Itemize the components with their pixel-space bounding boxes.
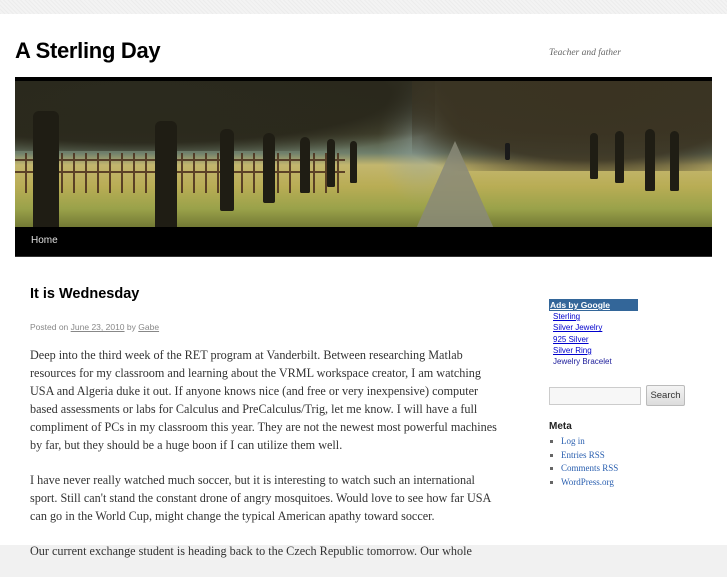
ad-link-jewelry-bracelet[interactable]: Jewelry Bracelet	[553, 357, 612, 367]
by-label: by	[126, 322, 136, 332]
meta-list-item	[549, 462, 618, 476]
banner-walking-person	[505, 143, 510, 160]
bullet-icon	[550, 481, 553, 484]
ad-link-silver-ring[interactable]: Silver Ring	[553, 345, 592, 355]
meta-list-item	[549, 435, 618, 449]
post-paragraph: Deep into the third week of the RET program at Vanderbilt. Between researching Matlab resources for my classroom and learning about the VRML workspace creator, I am watching USA and Algeria duke it out. If anyone knows nice (and free or very inexpensive) computer based assessments or labs for Calculus and PreCalculus/Trig, let me know. I will have a full compliment of PCs in my classroom this year. They are not the newest most powerful machines by far, but they should be a huge boon if I can utilize them well.	[30, 348, 497, 452]
banner-tree	[220, 129, 234, 211]
ad-link-925-silver[interactable]: 925 Silver	[553, 334, 589, 344]
meta-links-list	[549, 435, 618, 489]
banner-tree	[645, 129, 655, 191]
meta-widget-title: Meta	[549, 421, 572, 432]
wordpress-org-link[interactable]: WordPress.org	[561, 476, 614, 487]
banner-tree	[590, 133, 598, 179]
banner-tree	[615, 131, 624, 183]
post-paragraph: I have never really watched much soccer, but it is interesting to watch such an international sport. Still can't stand the constant drone of angry mosquitoes. Would love to see how far USA can go in the World Cup, might change the typical American apathy toward soccer.	[30, 473, 491, 523]
banner-tree	[327, 139, 335, 187]
banner-tree	[263, 133, 275, 203]
login-link[interactable]: Log in	[561, 436, 585, 446]
bullet-icon	[550, 467, 553, 470]
ads-header-link[interactable]: Ads by Google	[549, 299, 638, 311]
banner-tree	[300, 137, 310, 193]
post-paragraph: Our current exchange student is heading back to the Czech Republic tomorrow. Our whole	[30, 544, 472, 558]
meta-list-item	[549, 449, 618, 463]
post-date-link[interactable]: June 23, 2010	[70, 322, 125, 332]
banner-tree	[670, 131, 679, 191]
site-description: Teacher and father	[549, 48, 621, 58]
bullet-icon	[550, 454, 553, 457]
post-author-link[interactable]: Gabe	[138, 322, 160, 332]
posted-on-label: Posted on	[30, 322, 69, 332]
banner-path	[415, 141, 495, 231]
banner-tree	[350, 141, 357, 183]
search-button[interactable]: Search	[646, 385, 685, 406]
top-bar	[0, 0, 727, 14]
post-meta	[30, 322, 159, 332]
post-title[interactable]: It is Wednesday	[30, 286, 140, 302]
site-title[interactable]: A Sterling Day	[15, 38, 161, 63]
bullet-icon	[550, 440, 553, 443]
comments-rss-link[interactable]: Comments RSS	[561, 463, 619, 474]
meta-list-item	[549, 476, 618, 490]
nav-item-home[interactable]: Home	[31, 235, 58, 246]
banner-tree	[155, 121, 177, 231]
post-content	[30, 346, 505, 577]
header-banner-image	[15, 77, 712, 231]
ads-by-google-widget	[549, 299, 638, 367]
banner-fence	[15, 153, 345, 193]
entries-rss-link[interactable]: Entries RSS	[561, 449, 605, 460]
page	[0, 14, 727, 558]
ad-link-sterling[interactable]: Sterling	[553, 312, 581, 321]
ad-link-silver-jewelry[interactable]: Silver Jewelry	[553, 323, 603, 333]
banner-tree	[33, 111, 59, 231]
main-nav	[15, 227, 712, 257]
search-input[interactable]	[549, 387, 641, 405]
